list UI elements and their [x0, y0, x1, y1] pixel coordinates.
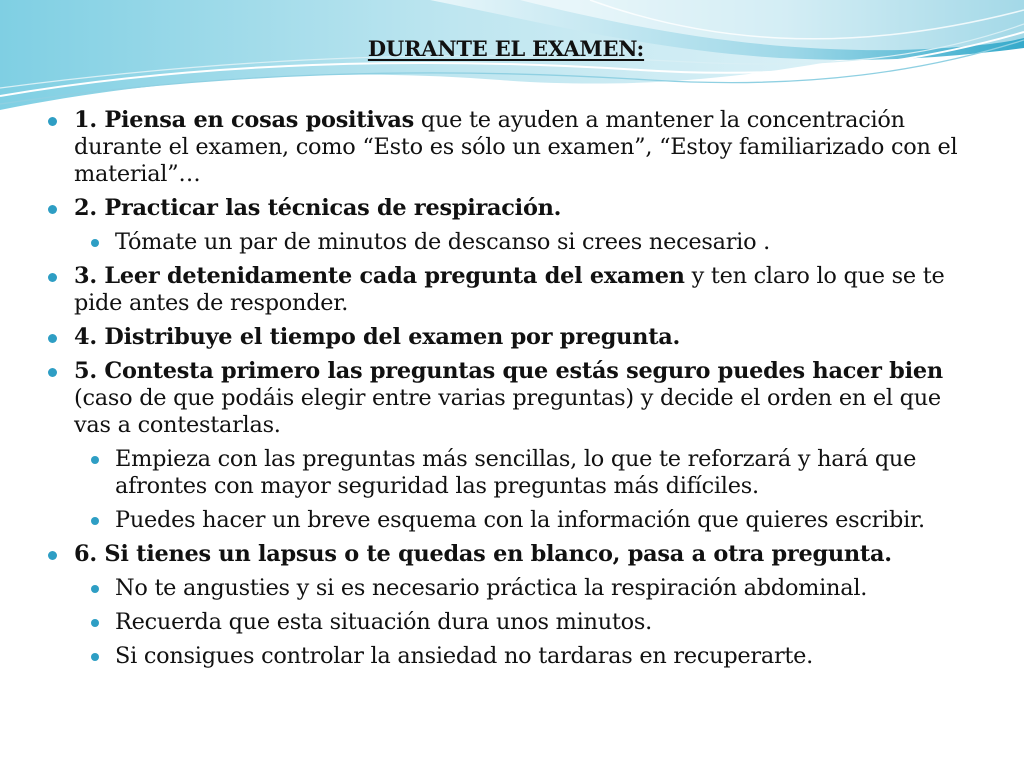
- list-item: [44, 324, 974, 351]
- bullet-icon: [91, 456, 99, 464]
- list-item-text: Si consigues controlar la ansiedad no tardaras en recuperarte.: [115, 643, 814, 669]
- list-item-text: y ten claro lo que se te pide antes de responder.: [74, 263, 945, 316]
- list-item-bold-text: 4. Distribuye el tiempo del examen por pregunta.: [74, 324, 681, 350]
- sub-list-item: [44, 446, 974, 500]
- slide-title: DURANTE EL EXAMEN:: [367, 36, 645, 61]
- bullet-icon: [48, 205, 57, 214]
- list-item-text: Empieza con las preguntas más sencillas, lo que te reforzará y hará que afrontes con mayor seguridad las preguntas más difíciles.: [115, 446, 917, 499]
- bullet-icon: [48, 334, 57, 343]
- list-item: [44, 263, 974, 317]
- list-item-text: No te angusties y si es necesario práctica la respiración abdominal.: [115, 575, 868, 601]
- list-item: [44, 195, 974, 222]
- bullet-icon: [48, 551, 57, 560]
- list-item-text: Puedes hacer un breve esquema con la información que quieres escribir.: [115, 507, 925, 533]
- list-item-bold-text: 3. Leer detenidamente cada pregunta del examen: [74, 263, 685, 289]
- list-item: [44, 358, 974, 439]
- list-item-text: Tómate un par de minutos de descanso si crees necesario .: [115, 229, 771, 255]
- list-item: [44, 107, 974, 188]
- bullet-icon: [48, 117, 57, 126]
- list-item-text: Recuerda que esta situación dura unos minutos.: [115, 609, 652, 635]
- bullet-list: [44, 107, 974, 677]
- sub-list-item: [44, 609, 974, 636]
- bullet-icon: [91, 619, 99, 627]
- list-item-bold-text: 6. Si tienes un lapsus o te quedas en blanco, pasa a otra pregunta.: [74, 541, 892, 567]
- list-item-text: (caso de que podáis elegir entre varias preguntas) y decide el orden en el que vas a contestarlas.: [74, 385, 941, 438]
- list-item: [44, 541, 974, 568]
- bullet-icon: [48, 273, 57, 282]
- sub-list-item: [44, 229, 974, 256]
- sub-list-item: [44, 575, 974, 602]
- list-item-bold-text: 5. Contesta primero las preguntas que estás seguro puedes hacer bien: [74, 358, 943, 384]
- list-item-bold-text: 1. Piensa en cosas positivas: [74, 107, 415, 133]
- sub-list-item: [44, 507, 974, 534]
- sub-list-item: [44, 643, 974, 670]
- bullet-icon: [91, 239, 99, 247]
- list-item-text: que te ayuden a mantener la concentración durante el examen, como “Esto es sólo un examen”, “Estoy familiarizado con el material”…: [74, 107, 958, 187]
- list-item-bold-text: 2. Practicar las técnicas de respiración.: [74, 195, 562, 221]
- bullet-icon: [91, 653, 99, 661]
- bullet-icon: [91, 517, 99, 525]
- bullet-icon: [91, 585, 99, 593]
- bullet-icon: [48, 368, 57, 377]
